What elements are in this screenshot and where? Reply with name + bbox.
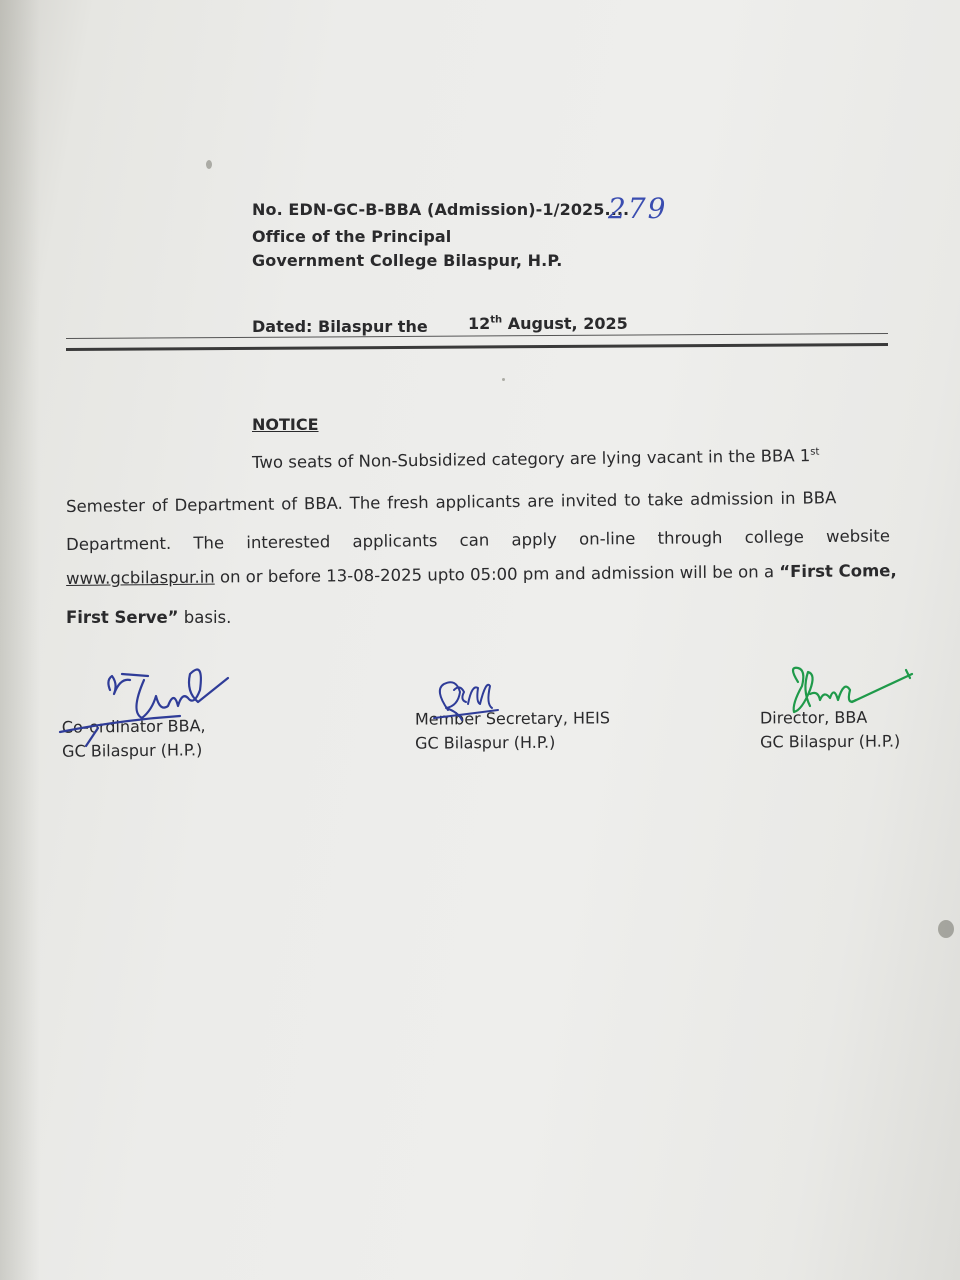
- reference-number: No. EDN-GC-B-BBA (Admission)-1/2025....: [252, 200, 630, 219]
- notice-line-3-word: apply: [511, 529, 558, 550]
- paper-speck: [206, 160, 212, 169]
- signatory-member-secretary-title: Member Secretary, HEIS: [414, 708, 611, 729]
- notice-line-1-text: Two seats of Non-Subsidized category are lying vacant in the BBA 1: [252, 446, 811, 472]
- date-day-suffix: th: [490, 314, 503, 326]
- date-month-year: August, 2025: [507, 314, 628, 333]
- notice-line-3-word: Department.: [66, 533, 172, 554]
- member-secretary-signature-icon: [420, 670, 540, 740]
- college-website-link[interactable]: www.gcbilaspur.in: [66, 567, 215, 588]
- handwritten-dispatch-number: 279: [608, 192, 668, 225]
- director-signature-icon: [780, 660, 920, 730]
- header-rule-thick: [66, 343, 888, 351]
- notice-line-4-text: on or before 13-08-2025 upto 05:00 pm and admission will be on a: [214, 562, 780, 587]
- signatory-member-secretary-place: GC Bilaspur (H.P.): [415, 732, 556, 753]
- notice-line-3-word: website: [825, 526, 891, 547]
- signatory-coordinator-place: GC Bilaspur (H.P.): [62, 740, 203, 761]
- college-line: Government College Bilaspur, H.P.: [252, 251, 563, 270]
- notice-line-5-bold: First Serve”: [66, 608, 179, 627]
- coordinator-signature-icon: [60, 650, 240, 760]
- date-value: [468, 314, 628, 333]
- date-day: 12: [468, 314, 491, 333]
- paper-stain: [938, 920, 954, 938]
- dated-label: Dated: Bilaspur the: [252, 317, 428, 336]
- notice-line-3: [66, 526, 890, 554]
- page-edge-shadow: [0, 0, 40, 1280]
- notice-line-4: [66, 561, 897, 588]
- paper-speck: [502, 378, 505, 381]
- office-line: Office of the Principal: [252, 227, 452, 246]
- signatory-director-title: Director, BBA: [759, 707, 868, 728]
- notice-line-2: Semester of Department of BBA. The fresh applicants are invited to take admission in BBA: [66, 488, 837, 516]
- notice-line-3-word: college: [744, 527, 804, 547]
- notice-line-4-bold: “First Come,: [779, 561, 897, 582]
- notice-title: NOTICE: [252, 415, 319, 434]
- notice-line-1: [252, 446, 820, 472]
- signatory-director-place: GC Bilaspur (H.P.): [760, 731, 901, 752]
- signatory-coordinator-title: Co-ordinator BBA,: [61, 716, 206, 737]
- notice-line-5: [66, 608, 231, 627]
- notice-line-3-word: through: [657, 528, 723, 548]
- notice-line-5-text: basis.: [178, 608, 232, 627]
- notice-line-3-word: can: [459, 530, 490, 550]
- notice-line-1-sup: st: [810, 446, 820, 458]
- notice-line-3-word: applicants: [352, 531, 438, 551]
- notice-line-3-word: on-line: [579, 529, 636, 549]
- notice-line-3-word: interested: [246, 532, 331, 553]
- notice-line-3-word: The: [193, 533, 225, 553]
- header-rule-thin: [66, 333, 888, 339]
